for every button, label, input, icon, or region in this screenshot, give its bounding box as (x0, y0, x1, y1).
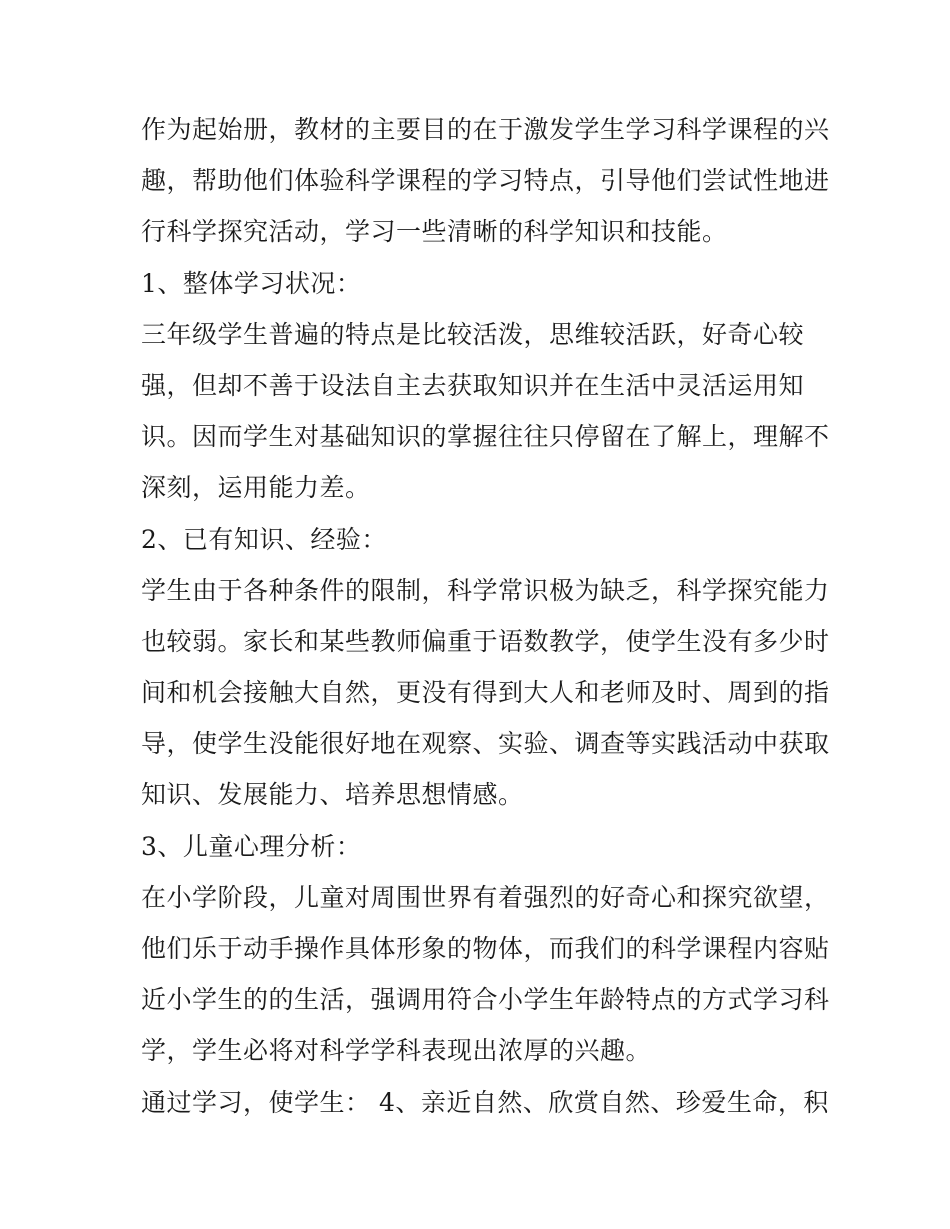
paragraph-line: 行科学探究活动，学习一些清晰的科学知识和技能。 (141, 217, 728, 247)
paragraph-line: 强，但却不善于设法自主去获取知识并在生活中灵活运用知 (141, 370, 805, 400)
section-heading: 2、已有知识、经验： (141, 524, 387, 554)
paragraph-line: 他们乐于动手操作具体形象的物体，而我们的科学课程内容贴 (141, 934, 830, 963)
paragraph-line: 近小学生的的生活，强调用符合小学生年龄特点的方式学习科 (141, 985, 830, 1015)
paragraph-line: 趣，帮助他们体验科学课程的学习特点，引导他们尝试性地进 (141, 166, 830, 196)
section-heading: 1、整体学习状况： (141, 268, 362, 298)
paragraph-line: 也较弱。家长和某些教师偏重于语数教学，使学生没有多少时 (141, 626, 830, 656)
paragraph-line: 作为起始册，教材的主要目的在于激发学生学习科学课程的兴 (141, 115, 830, 144)
paragraph-line: 通过学习，使学生： 4、亲近自然、欣赏自然、珍爱生命，积 (141, 1087, 829, 1117)
paragraph-line: 三年级学生普遍的特点是比较活泼，思维较活跃，好奇心较 (141, 319, 805, 349)
paragraph-line: 导，使学生没能很好地在观察、实验、调查等实践活动中获取 (141, 729, 830, 759)
document-body (141, 104, 830, 1128)
paragraph-line: 知识、发展能力、培养思想情感。 (141, 780, 524, 810)
paragraph-line: 深刻，运用能力差。 (141, 473, 371, 503)
paragraph-line: 学生由于各种条件的限制，科学常识极为缺乏，科学探究能力 (141, 575, 830, 605)
paragraph-line: 学，学生必将对科学学科表现出浓厚的兴趣。 (141, 1036, 652, 1066)
paragraph-line: 识。因而学生对基础知识的掌握往往只停留在了解上，理解不 (141, 422, 830, 452)
paragraph-line: 间和机会接触大自然，更没有得到大人和老师及时、周到的指 (141, 678, 830, 708)
paragraph-line: 在小学阶段，儿童对周围世界有着强烈的好奇心和探究欲望， (141, 882, 830, 912)
section-heading: 3、儿童心理分析： (141, 831, 362, 861)
